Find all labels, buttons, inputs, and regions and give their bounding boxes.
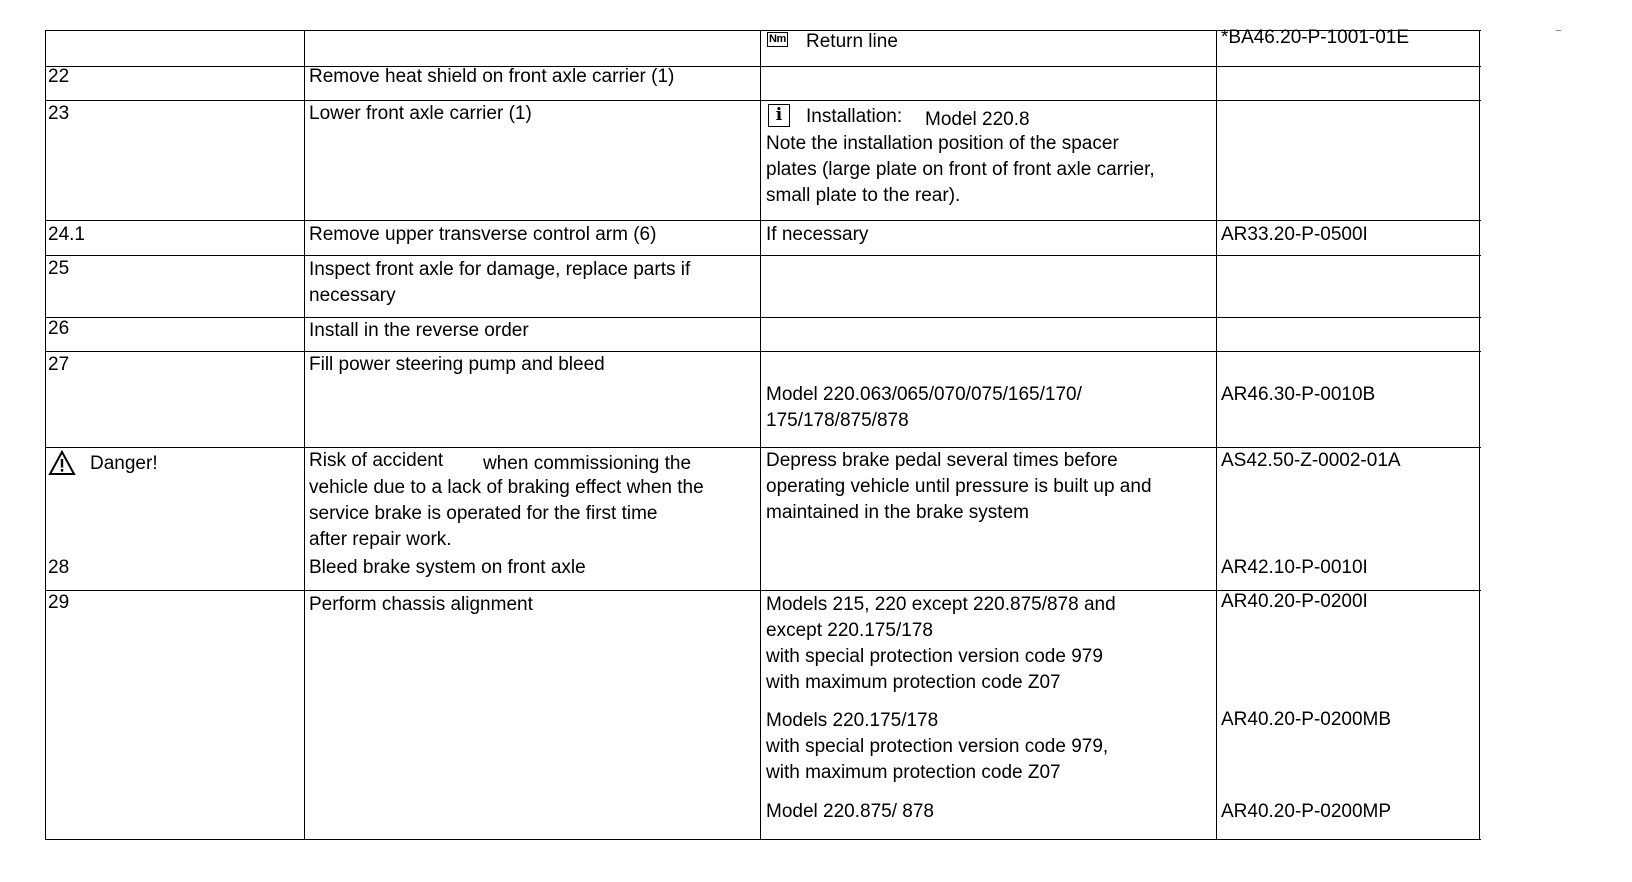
model-block: Models 220.175/178 with special protection version code 979, with maximum protection code Z07 [766,710,1109,783]
table-rule [45,839,1481,840]
table-rule [45,30,46,840]
model-list: Model 220.063/065/070/075/165/170/ 175/178/875/878 [766,384,1082,431]
table-rule [304,30,305,840]
risk-text-first: when commissioning the [483,453,692,474]
model-block: Models 215, 220 except 220.875/878 and except 220.175/178 with special protection version code 979 with maximum protection code Z07 [766,594,1116,693]
info-icon: i [768,104,790,127]
step-action: Inspect front axle for damage, replace parts if necessary [309,259,691,306]
step-number: 22 [48,66,70,87]
table-rule [1479,30,1480,840]
model-block: Model 220.875/ 878 [766,801,934,822]
step-action: Remove heat shield on front axle carrier (1) [309,66,675,87]
installation-label: Installation: [806,106,903,127]
reference-code: AR40.20-P-0200I [1221,591,1368,612]
risk-text: vehicle due to a lack of braking effect when the service brake is operated for the first time after repair work. [309,477,704,550]
step-action: Perform chassis alignment [309,594,533,615]
table-rule [45,255,1481,256]
table-rule [45,66,1481,67]
step-note: If necessary [766,224,869,245]
step-number: 29 [48,592,70,613]
reference-code: *BA46.20-P-1001-01E [1221,27,1410,48]
step-number: 28 [48,557,70,578]
installation-note: Note the installation position of the spacer plates (large plate on front of front axle carrier, small plate to the rear). [766,133,1155,206]
torque-nm-icon: Nm [769,33,786,45]
risk-title: Risk of accident [309,450,444,471]
table-rule [45,351,1481,352]
step-action: Install in the reverse order [309,320,529,341]
step-number: 27 [48,354,70,375]
step-action: Fill power steering pump and bleed [309,354,605,375]
step-action: Lower front axle carrier (1) [309,103,532,124]
table-rule [45,220,1481,221]
reference-code: AR42.10-P-0010I [1221,557,1368,578]
danger-label: Danger! [90,453,158,474]
reference-code: AR40.20-P-0200MP [1221,801,1392,822]
scan-artifact [1556,30,1561,31]
step-action: Remove upper transverse control arm (6) [309,224,657,245]
reference-code: AS42.50-Z-0002-01A [1221,450,1401,471]
table-rule [760,30,761,840]
step-number: 25 [48,258,70,279]
step-action: Bleed brake system on front axle [309,557,586,578]
step-number: 23 [48,103,70,124]
warning-triangle-icon [48,450,76,476]
table-rule [45,100,1481,101]
danger-note: Depress brake pedal several times before operating vehicle until pressure is built up and maintained in the brake system [766,450,1152,523]
table-rule [45,317,1481,318]
step-number: 24.1 [48,224,85,245]
installation-model: Model 220.8 [925,109,1030,130]
reference-code: AR40.20-P-0200MB [1221,709,1392,730]
reference-code: AR46.30-P-0010B [1221,384,1376,405]
reference-code: AR33.20-P-0500I [1221,224,1368,245]
step-number: 26 [48,318,70,339]
return-line-text: Return line [806,31,898,52]
table-rule [1216,30,1217,840]
